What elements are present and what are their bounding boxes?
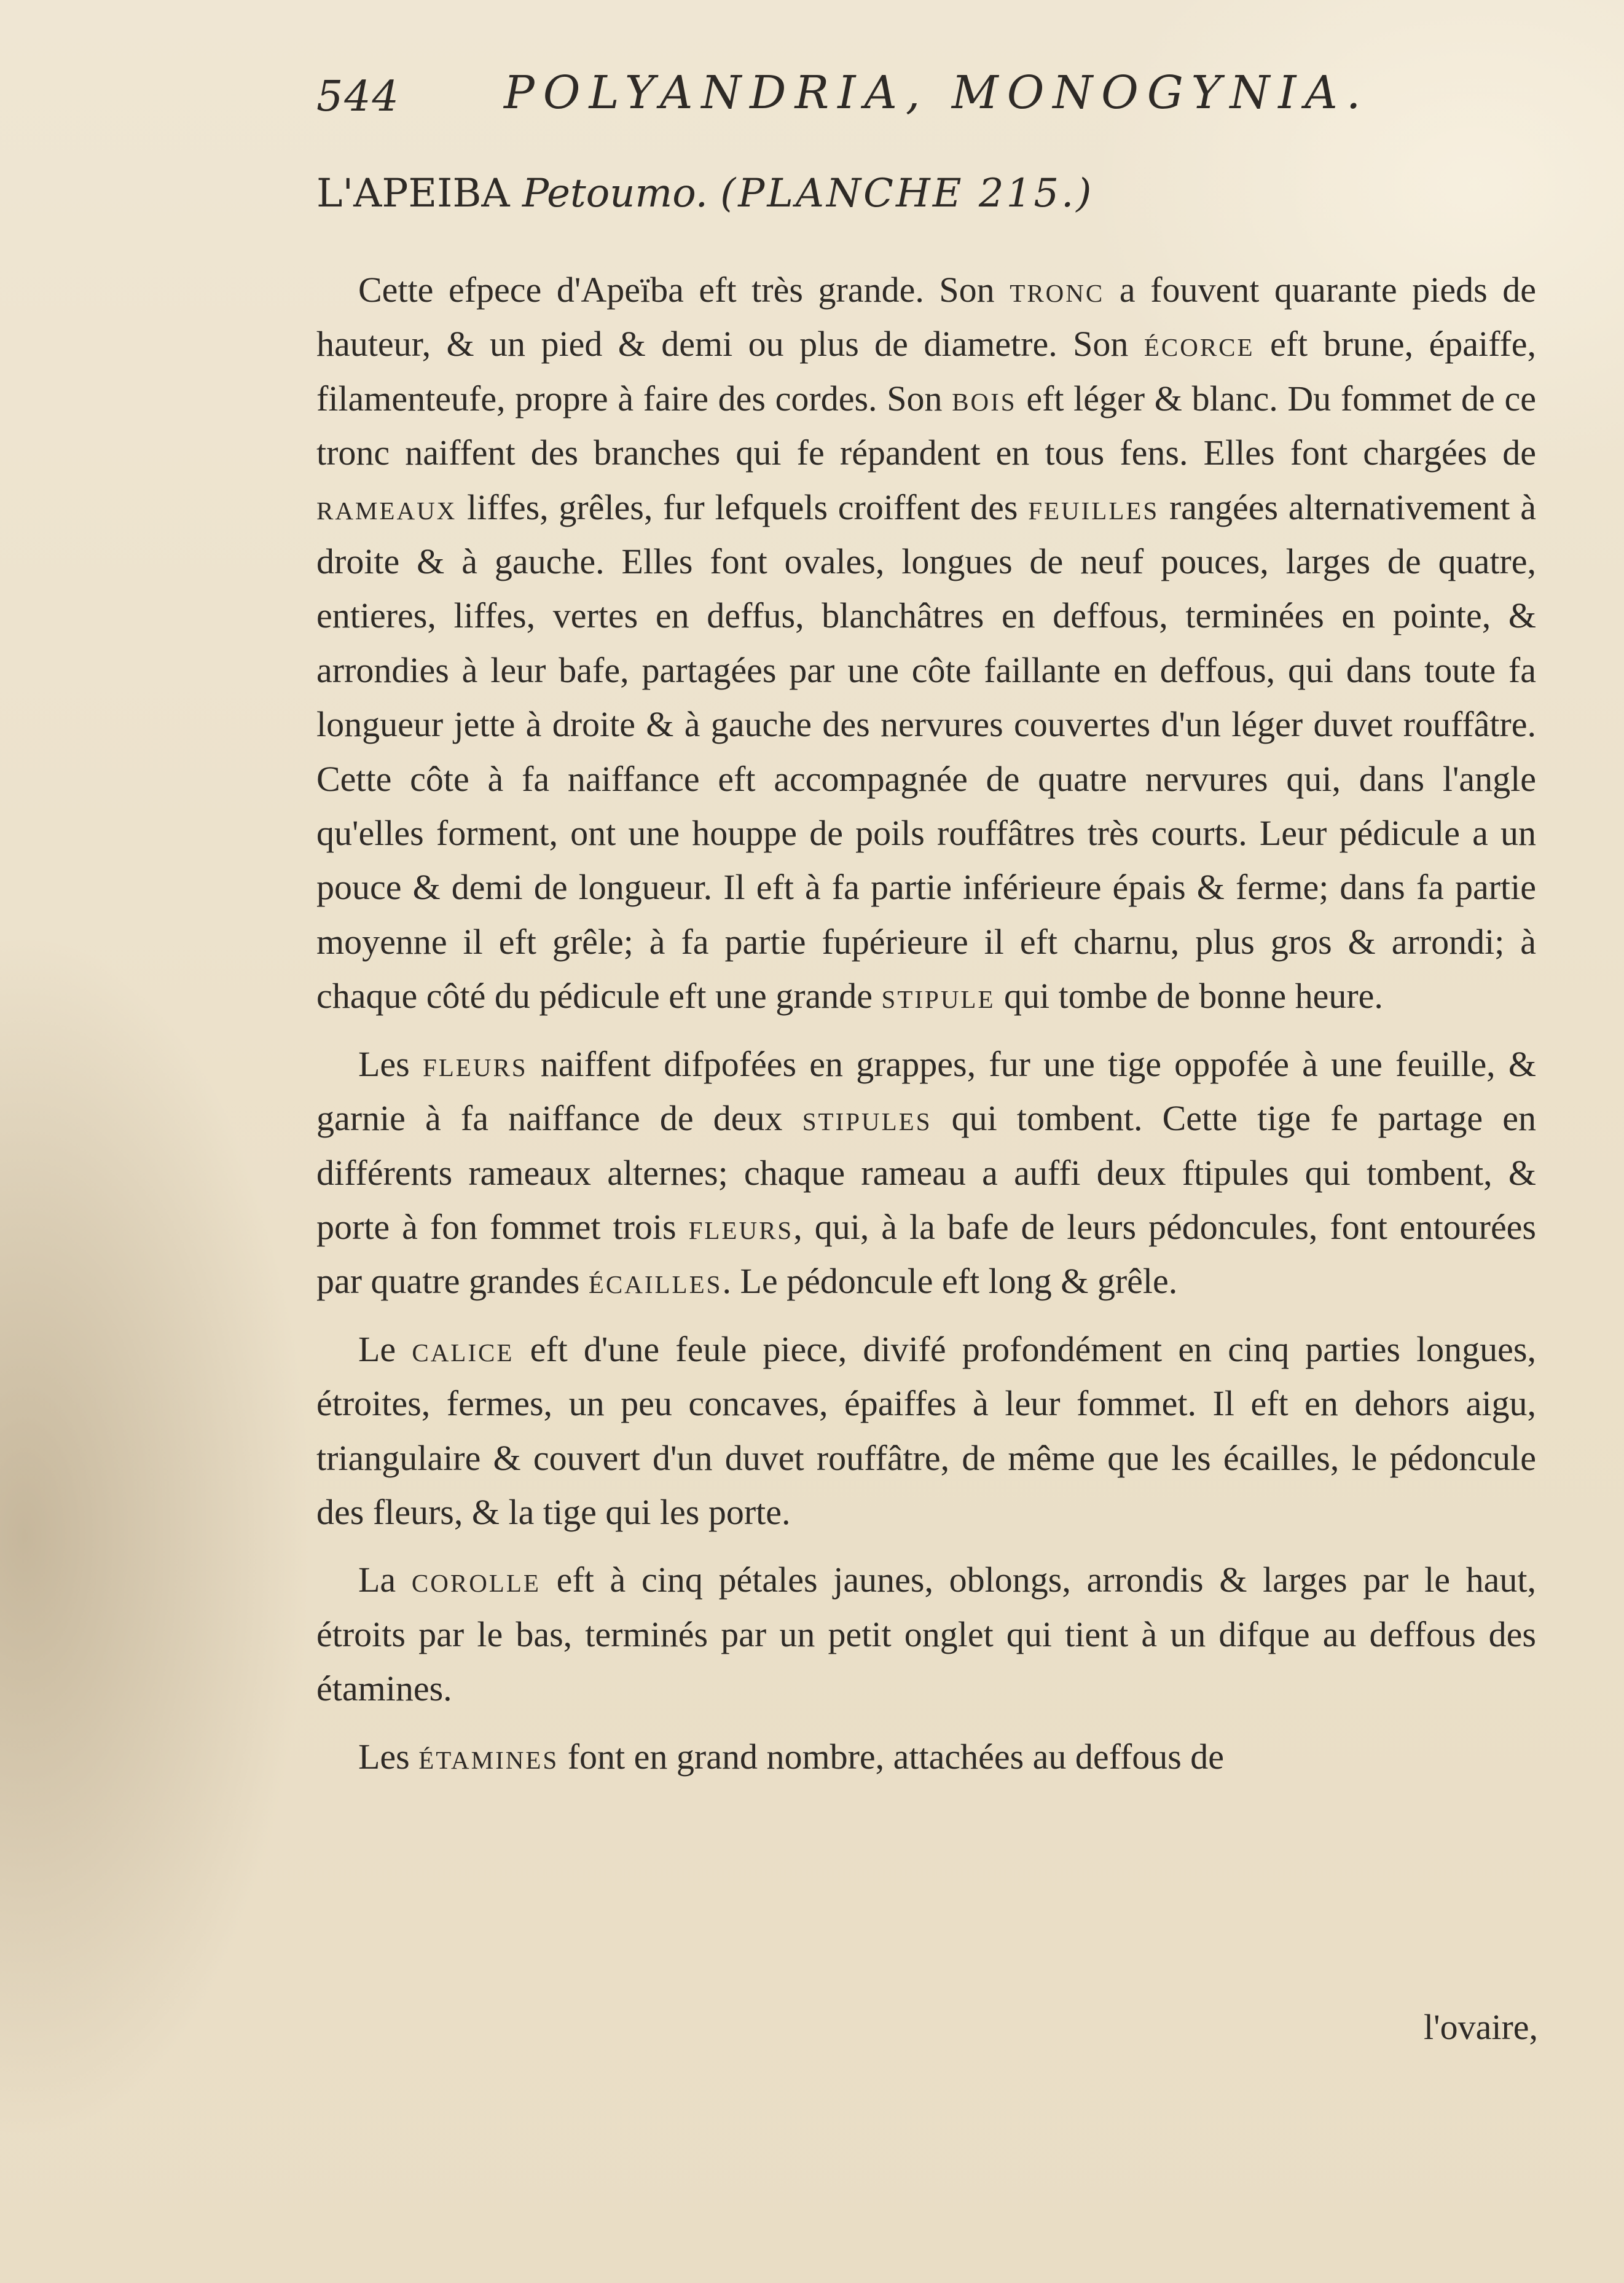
- species-name: Petoumo.: [522, 171, 708, 216]
- paragraph-text: La: [358, 1560, 412, 1600]
- small-caps-term: écailles: [588, 1261, 723, 1302]
- paragraph-text: . Le pédoncule eft long & grêle.: [722, 1261, 1178, 1302]
- paragraph-text: Le: [358, 1329, 412, 1369]
- paragraph: [316, 263, 1536, 1024]
- small-caps-term: corolle: [411, 1560, 541, 1600]
- paragraph-text: , qui, à la bafe de leurs pédoncules, font entourées par quatre grandes: [316, 1206, 1536, 1302]
- small-caps-term: bois: [952, 378, 1017, 418]
- paragraph: [316, 1730, 1536, 1784]
- small-caps-term: écorce: [1143, 324, 1255, 364]
- small-caps-term: étamines: [418, 1736, 559, 1777]
- paragraph-text: font en grand nombre, attachées au deffous de: [559, 1736, 1225, 1777]
- small-caps-term: stipule: [881, 976, 995, 1016]
- small-caps-term: feuilles: [1028, 487, 1159, 527]
- paragraph-text: eft brune, épaiffe, filamenteufe, propre à faire des cordes. Son: [316, 324, 1536, 418]
- running-head: POLYANDRIA, MONOGYNIA.: [504, 66, 1370, 119]
- paragraph-text: qui tombent. Cette tige fe partage en différents rameaux alternes; chaque rameau a auffi deux ftipules qui tombent, & porte à fon fommet trois: [316, 1098, 1537, 1247]
- paragraph-text: qui tombe de bonne heure.: [995, 976, 1383, 1016]
- small-caps-term: calice: [412, 1329, 514, 1369]
- small-caps-term: stipules: [802, 1098, 932, 1139]
- small-caps-term: fleurs: [688, 1206, 794, 1247]
- small-caps-term: fleurs: [422, 1043, 528, 1084]
- paragraph-text: eft d'une feule piece, divifé profondément en cinq parties longues, étroites, fermes, un peu concaves, épaiffes à leur fommet. Il eft en dehors aigu, triangulaire & couvert d'un duvet rouffâtre, de même que les écailles, le pédoncule des fleurs, & la tige qui les porte.: [316, 1329, 1536, 1532]
- paragraph-text: naiffent difpofées en grappes, fur une tige oppofée à une feuille, & garnie à fa naiffance de deux: [316, 1043, 1536, 1139]
- paragraph-text: liffes, grêles, fur lefquels croiffent des: [457, 487, 1029, 527]
- paragraph-text: Les: [358, 1736, 419, 1777]
- page-number: 544: [316, 73, 400, 121]
- genus-name: L'APEIBA: [316, 171, 510, 216]
- article-heading: [316, 171, 1094, 216]
- catchword: l'ovaire,: [1424, 2007, 1538, 2047]
- body-text: [316, 263, 1536, 1798]
- paragraph-text: eft léger & blanc. Du fommet de ce tronc naiffent des branches qui fe répandent en tous fens. Elles font chargées de: [316, 378, 1536, 473]
- paragraph: [316, 1322, 1536, 1540]
- paragraph: [316, 1037, 1536, 1309]
- small-caps-term: tronc: [1010, 270, 1105, 310]
- plate-reference: (PLANCHE 215.): [720, 171, 1094, 216]
- paragraph-text: rangées alternativement à droite & à gauche. Elles font ovales, longues de neuf pouces, larges de quatre, entieres, liffes, vertes en deffus, blanchâtres en deffous, terminées en pointe, & arrondies à leur bafe, partagées par une côte faillante en deffous, qui dans toute fa longueur jette à droite & à gauche des nervures couvertes d'un léger duvet rouffâtre. Cette côte à fa naiffance eft accompagnée de quatre nervures qui, dans l'angle qu'elles forment, ont une houppe de poils rouffâtres très courts. Leur pédicule a un pouce & demi de longueur. Il eft à fa partie inférieure épais & ferme; dans fa partie moyenne il eft grêle; à fa partie fupérieure il eft charnu, plus gros & arrondi; à chaque côté du pédicule eft une grande: [316, 487, 1537, 1016]
- paragraph: [316, 1553, 1536, 1716]
- small-caps-term: rameaux: [316, 487, 457, 527]
- paragraph-text: Cette efpece d'Apeïba eft très grande. Son: [358, 270, 1010, 310]
- paragraph-text: a fouvent quarante pieds de hauteur, & un pied & demi ou plus de diametre. Son: [316, 270, 1536, 364]
- paragraph-text: Les: [358, 1043, 423, 1084]
- paragraph-text: eft à cinq pétales jaunes, oblongs, arrondis & larges par le haut, étroits par le bas, terminés par un petit onglet qui tient à un difque au deffous des étamines.: [316, 1560, 1537, 1709]
